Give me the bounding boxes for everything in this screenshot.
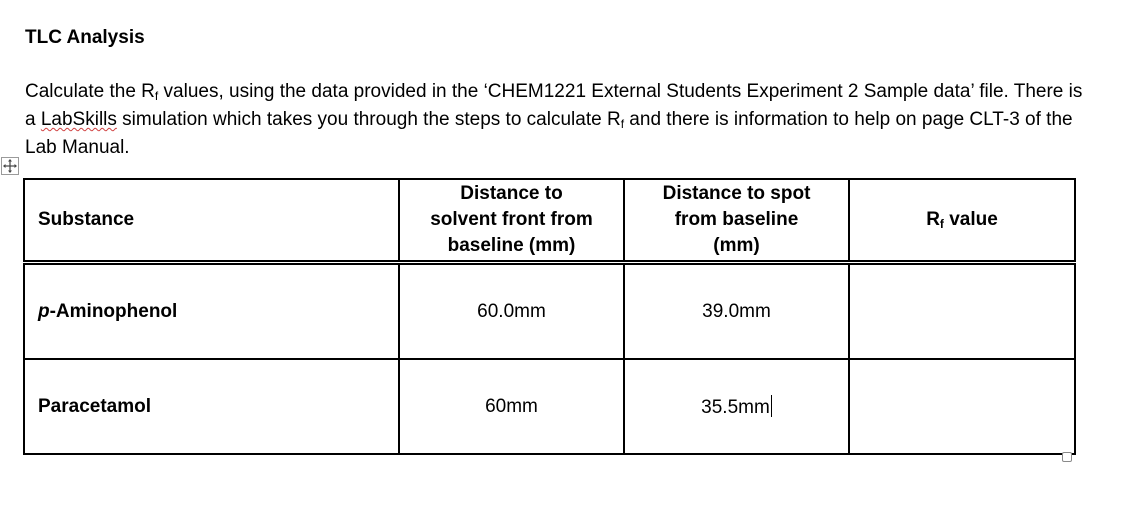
text-cursor	[771, 395, 772, 417]
substance-name: -Aminophenol	[49, 300, 178, 322]
cell-rf-value[interactable]	[849, 263, 1075, 360]
cell-solvent-front[interactable]: 60.0mm	[399, 263, 624, 360]
cell-spot-distance[interactable]	[624, 359, 849, 454]
rf-subscript: f	[939, 217, 944, 231]
rf-label-rest: value	[943, 209, 998, 230]
header-substance[interactable]: Substance	[24, 179, 399, 263]
rf-subscript: f	[154, 89, 159, 103]
table-resize-handle-icon[interactable]	[1062, 452, 1072, 462]
cell-spot-distance[interactable]: 39.0mm	[624, 263, 849, 360]
header-spot-distance[interactable]	[624, 179, 849, 263]
rf-label: R	[926, 209, 940, 230]
cell-rf-value[interactable]	[849, 359, 1075, 454]
spot-value: 35.5mm	[701, 396, 770, 418]
intro-paragraph	[25, 80, 1085, 159]
table-row	[24, 359, 1075, 454]
header-line: baseline (mm)	[447, 235, 576, 256]
document-title: TLC Analysis	[25, 27, 145, 48]
cell-solvent-front[interactable]: 60mm	[399, 359, 624, 454]
substance-prefix: p	[38, 300, 50, 322]
header-line: Distance to spot	[662, 183, 811, 204]
header-rf-value[interactable]	[849, 179, 1075, 263]
table-header-row	[24, 179, 1075, 263]
intro-text-3: simulation which takes you through the steps to calculate R	[116, 109, 621, 130]
header-line: Distance to	[460, 183, 563, 204]
header-solvent-front[interactable]	[399, 179, 624, 263]
header-line: solvent front from	[430, 209, 593, 230]
header-line: (mm)	[713, 235, 760, 256]
table-row	[24, 263, 1075, 360]
cell-substance[interactable]	[24, 263, 399, 360]
substance-name: Paracetamol	[38, 395, 152, 417]
intro-text-2: values, using the data provided in the ‘CHEM1221 External Students Experiment 2 Sample data’ file. There is a	[25, 81, 1083, 130]
table-move-handle-icon[interactable]	[1, 157, 19, 175]
rf-subscript: f	[620, 117, 625, 131]
header-line: from baseline	[674, 209, 799, 230]
intro-text-1: Calculate the R	[25, 81, 155, 102]
cell-substance[interactable]	[24, 359, 399, 454]
tlc-table	[23, 178, 1076, 455]
spellcheck-word[interactable]: LabSkills	[40, 109, 117, 130]
intro-text-4: and there is information to help on page CLT-3 of the Lab Manual.	[25, 109, 1073, 158]
